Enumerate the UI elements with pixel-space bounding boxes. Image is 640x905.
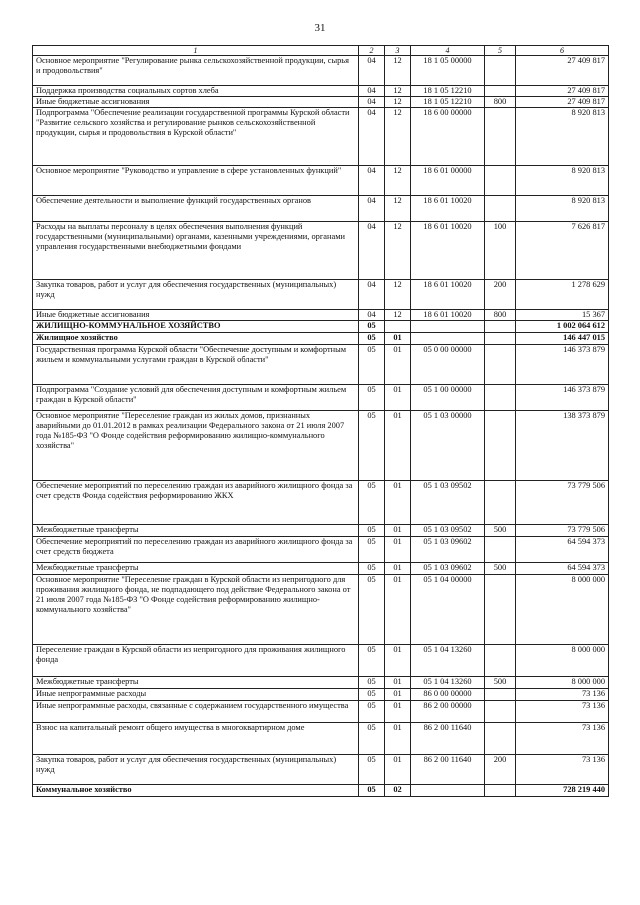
cell-subsection: 02 — [385, 785, 411, 797]
column-header: 2 — [359, 46, 385, 56]
cell-target-article: 18 1 05 00000 — [411, 56, 485, 86]
cell-section: 04 — [359, 56, 385, 86]
cell-name: Иные бюджетные ассигнования — [33, 97, 359, 108]
table-row — [33, 166, 609, 196]
table-row — [33, 689, 609, 701]
cell-subsection: 12 — [385, 196, 411, 222]
cell-expense-type — [485, 166, 516, 196]
cell-subsection: 12 — [385, 56, 411, 86]
cell-expense-type — [485, 575, 516, 645]
column-number-header — [33, 46, 609, 56]
cell-expense-type — [485, 56, 516, 86]
table-row — [33, 280, 609, 310]
cell-name: Коммунальное хозяйство — [33, 785, 359, 797]
cell-target-article: 18 6 01 10020 — [411, 280, 485, 310]
cell-target-article: 18 1 05 12210 — [411, 86, 485, 97]
cell-name: Государственная программа Курской области "Обеспечение доступным и комфортным жильем и коммунальными услугами граждан в Курской области" — [33, 345, 359, 385]
cell-subsection: 01 — [385, 481, 411, 525]
cell-section: 05 — [359, 525, 385, 537]
cell-subsection: 01 — [385, 563, 411, 575]
cell-name: Подпрограмма "Создание условий для обеспечения доступным и комфортным жильем граждан в Курской области" — [33, 385, 359, 411]
cell-amount: 73 136 — [516, 723, 609, 755]
cell-expense-type: 200 — [485, 280, 516, 310]
cell-amount: 8 920 813 — [516, 108, 609, 166]
cell-section: 05 — [359, 755, 385, 785]
cell-expense-type — [485, 785, 516, 797]
cell-amount: 64 594 373 — [516, 563, 609, 575]
table-row — [33, 785, 609, 797]
cell-section: 04 — [359, 280, 385, 310]
cell-target-article: 18 6 01 10020 — [411, 310, 485, 321]
cell-target-article: 86 2 00 00000 — [411, 701, 485, 723]
table-row — [33, 97, 609, 108]
table-row — [33, 310, 609, 321]
cell-target-article: 18 6 00 00000 — [411, 108, 485, 166]
cell-name: Обеспечение мероприятий по переселению граждан из аварийного жилищного фонда за счет средств бюджета — [33, 537, 359, 563]
page-number: 31 — [314, 22, 326, 34]
cell-subsection: 01 — [385, 525, 411, 537]
table-row — [33, 411, 609, 481]
cell-target-article: 05 1 04 13260 — [411, 677, 485, 689]
cell-expense-type: 500 — [485, 525, 516, 537]
cell-amount: 73 136 — [516, 689, 609, 701]
table-row — [33, 723, 609, 755]
cell-section: 05 — [359, 723, 385, 755]
column-header: 3 — [385, 46, 411, 56]
cell-subsection: 01 — [385, 677, 411, 689]
cell-target-article: 05 1 03 00000 — [411, 411, 485, 481]
cell-name: Переселение граждан в Курской области из непригодного для проживания жилищного фонда — [33, 645, 359, 677]
cell-name: Обеспечение деятельности и выполнение функций государственных органов — [33, 196, 359, 222]
cell-amount: 8 920 813 — [516, 166, 609, 196]
cell-amount: 146 373 879 — [516, 385, 609, 411]
cell-name: Основное мероприятие "Регулирование рынка сельскохозяйственной продукции, сырья и продовольствия" — [33, 56, 359, 86]
cell-subsection: 01 — [385, 701, 411, 723]
cell-amount: 15 367 — [516, 310, 609, 321]
cell-section: 05 — [359, 537, 385, 563]
cell-expense-type: 800 — [485, 97, 516, 108]
cell-section: 04 — [359, 108, 385, 166]
cell-name: Подпрограмма "Обеспечение реализации государственной программы Курской области "Развитие сельского хозяйства и регулирование рынков сельскохозяйственной продукции, сырья и продовольствия в Курской области" — [33, 108, 359, 166]
cell-subsection: 01 — [385, 333, 411, 345]
cell-name: Иные бюджетные ассигнования — [33, 310, 359, 321]
cell-target-article: 05 1 03 09602 — [411, 563, 485, 575]
cell-expense-type: 500 — [485, 563, 516, 575]
cell-amount: 73 136 — [516, 755, 609, 785]
cell-amount: 1 002 064 612 — [516, 321, 609, 333]
cell-expense-type — [485, 196, 516, 222]
cell-amount: 728 219 440 — [516, 785, 609, 797]
cell-subsection: 12 — [385, 166, 411, 196]
cell-amount: 146 447 015 — [516, 333, 609, 345]
cell-subsection: 01 — [385, 385, 411, 411]
cell-target-article: 05 1 00 00000 — [411, 385, 485, 411]
cell-section: 05 — [359, 701, 385, 723]
cell-expense-type — [485, 321, 516, 333]
table-row — [33, 563, 609, 575]
cell-section: 04 — [359, 310, 385, 321]
table-row — [33, 196, 609, 222]
cell-amount: 73 779 506 — [516, 481, 609, 525]
cell-section: 05 — [359, 689, 385, 701]
cell-expense-type — [485, 701, 516, 723]
cell-target-article: 18 6 01 10020 — [411, 196, 485, 222]
table-row — [33, 222, 609, 280]
cell-amount: 8 000 000 — [516, 575, 609, 645]
cell-amount: 73 779 506 — [516, 525, 609, 537]
cell-subsection: 12 — [385, 86, 411, 97]
cell-section: 04 — [359, 196, 385, 222]
table-row — [33, 645, 609, 677]
cell-subsection: 01 — [385, 575, 411, 645]
table-row — [33, 755, 609, 785]
cell-amount: 64 594 373 — [516, 537, 609, 563]
cell-expense-type: 100 — [485, 222, 516, 280]
cell-name: Основное мероприятие "Переселение граждан из жилых домов, признанных аварийными до 01.01.2012 в рамках реализации Федерального закона от 21 июля 2007 года №185-ФЗ "О Фонде содействия реформированию жилищно-коммунального хозяйства" — [33, 411, 359, 481]
cell-subsection: 01 — [385, 755, 411, 785]
cell-name: ЖИЛИЩНО-КОММУНАЛЬНОЕ ХОЗЯЙСТВО — [33, 321, 359, 333]
cell-expense-type: 200 — [485, 755, 516, 785]
table-row — [33, 385, 609, 411]
cell-target-article: 86 2 00 11640 — [411, 723, 485, 755]
cell-amount: 138 373 879 — [516, 411, 609, 481]
cell-section: 05 — [359, 411, 385, 481]
cell-target-article — [411, 333, 485, 345]
table-row — [33, 108, 609, 166]
cell-name: Поддержка производства социальных сортов хлеба — [33, 86, 359, 97]
table-row — [33, 56, 609, 86]
cell-target-article — [411, 321, 485, 333]
cell-section: 05 — [359, 481, 385, 525]
cell-name: Основное мероприятие "Переселение граждан в Курской области из непригодного для проживания жилищного фонда, не подпадающего под действие Федерального закона от 21 июля 2007 года №185-ФЗ "О Фонде содействия реформированию жилищно-коммунального хозяйства" — [33, 575, 359, 645]
cell-expense-type — [485, 645, 516, 677]
cell-target-article — [411, 785, 485, 797]
cell-target-article: 18 6 01 10020 — [411, 222, 485, 280]
table-row — [33, 701, 609, 723]
column-header: 4 — [411, 46, 485, 56]
cell-name: Обеспечение мероприятий по переселению граждан из аварийного жилищного фонда за счет средств Фонда содействия реформированию ЖКХ — [33, 481, 359, 525]
cell-section: 04 — [359, 97, 385, 108]
cell-subsection: 01 — [385, 411, 411, 481]
cell-name: Закупка товаров, работ и услуг для обеспечения государственных (муниципальных) нужд — [33, 280, 359, 310]
cell-amount: 8 000 000 — [516, 645, 609, 677]
cell-amount: 27 409 817 — [516, 97, 609, 108]
table-row — [33, 345, 609, 385]
cell-target-article: 86 0 00 00000 — [411, 689, 485, 701]
cell-name: Межбюджетные трансферты — [33, 563, 359, 575]
table-row — [33, 321, 609, 333]
cell-amount: 8 000 000 — [516, 677, 609, 689]
cell-name: Основное мероприятие "Руководство и управление в сфере установленных функций" — [33, 166, 359, 196]
cell-subsection: 12 — [385, 222, 411, 280]
cell-name: Жилищное хозяйство — [33, 333, 359, 345]
cell-section: 04 — [359, 222, 385, 280]
cell-section: 05 — [359, 575, 385, 645]
cell-amount: 27 409 817 — [516, 56, 609, 86]
cell-expense-type — [485, 345, 516, 385]
cell-subsection: 01 — [385, 345, 411, 385]
table-row — [33, 575, 609, 645]
cell-expense-type: 500 — [485, 677, 516, 689]
cell-name: Межбюджетные трансферты — [33, 677, 359, 689]
cell-section: 05 — [359, 785, 385, 797]
cell-subsection: 01 — [385, 645, 411, 677]
cell-target-article: 05 0 00 00000 — [411, 345, 485, 385]
cell-amount: 73 136 — [516, 701, 609, 723]
cell-section: 05 — [359, 677, 385, 689]
cell-subsection — [385, 321, 411, 333]
cell-target-article: 05 1 04 13260 — [411, 645, 485, 677]
cell-amount: 27 409 817 — [516, 86, 609, 97]
cell-subsection: 12 — [385, 97, 411, 108]
table-row — [33, 481, 609, 525]
cell-name: Расходы на выплаты персоналу в целях обеспечения выполнения функций государственными (муниципальными) органами, казенными учреждениями, органами управления государственными внебюджетными фондами — [33, 222, 359, 280]
cell-section: 04 — [359, 86, 385, 97]
cell-target-article: 18 6 01 00000 — [411, 166, 485, 196]
cell-expense-type — [485, 86, 516, 97]
cell-target-article: 18 1 05 12210 — [411, 97, 485, 108]
table-row — [33, 333, 609, 345]
cell-subsection: 01 — [385, 689, 411, 701]
cell-expense-type — [485, 537, 516, 563]
cell-section: 05 — [359, 321, 385, 333]
cell-subsection: 12 — [385, 280, 411, 310]
cell-expense-type — [485, 481, 516, 525]
cell-target-article: 86 2 00 11640 — [411, 755, 485, 785]
cell-subsection: 01 — [385, 723, 411, 755]
cell-expense-type — [485, 723, 516, 755]
cell-subsection: 01 — [385, 537, 411, 563]
cell-expense-type — [485, 108, 516, 166]
table-row — [33, 537, 609, 563]
cell-target-article: 05 1 03 09502 — [411, 481, 485, 525]
cell-section: 05 — [359, 345, 385, 385]
cell-expense-type — [485, 333, 516, 345]
cell-expense-type — [485, 385, 516, 411]
table-row — [33, 525, 609, 537]
budget-table — [32, 45, 609, 797]
cell-subsection: 12 — [385, 108, 411, 166]
cell-name: Закупка товаров, работ и услуг для обеспечения государственных (муниципальных) нужд — [33, 755, 359, 785]
table-row — [33, 677, 609, 689]
column-header: 1 — [33, 46, 359, 56]
cell-section: 04 — [359, 166, 385, 196]
cell-amount: 146 373 879 — [516, 345, 609, 385]
cell-target-article: 05 1 03 09602 — [411, 537, 485, 563]
cell-expense-type — [485, 411, 516, 481]
cell-subsection: 12 — [385, 310, 411, 321]
column-header: 6 — [516, 46, 609, 56]
cell-name: Межбюджетные трансферты — [33, 525, 359, 537]
cell-name: Иные непрограммные расходы — [33, 689, 359, 701]
cell-section: 05 — [359, 645, 385, 677]
cell-section: 05 — [359, 333, 385, 345]
table-row — [33, 86, 609, 97]
cell-target-article: 05 1 03 09502 — [411, 525, 485, 537]
cell-section: 05 — [359, 563, 385, 575]
cell-target-article: 05 1 04 00000 — [411, 575, 485, 645]
cell-name: Иные непрограммные расходы, связанные с содержанием государственного имущества — [33, 701, 359, 723]
cell-amount: 7 626 817 — [516, 222, 609, 280]
cell-expense-type: 800 — [485, 310, 516, 321]
cell-amount: 1 278 629 — [516, 280, 609, 310]
cell-name: Взнос на капитальный ремонт общего имущества в многоквартирном доме — [33, 723, 359, 755]
cell-expense-type — [485, 689, 516, 701]
cell-section: 05 — [359, 385, 385, 411]
cell-amount: 8 920 813 — [516, 196, 609, 222]
column-header: 5 — [485, 46, 516, 56]
